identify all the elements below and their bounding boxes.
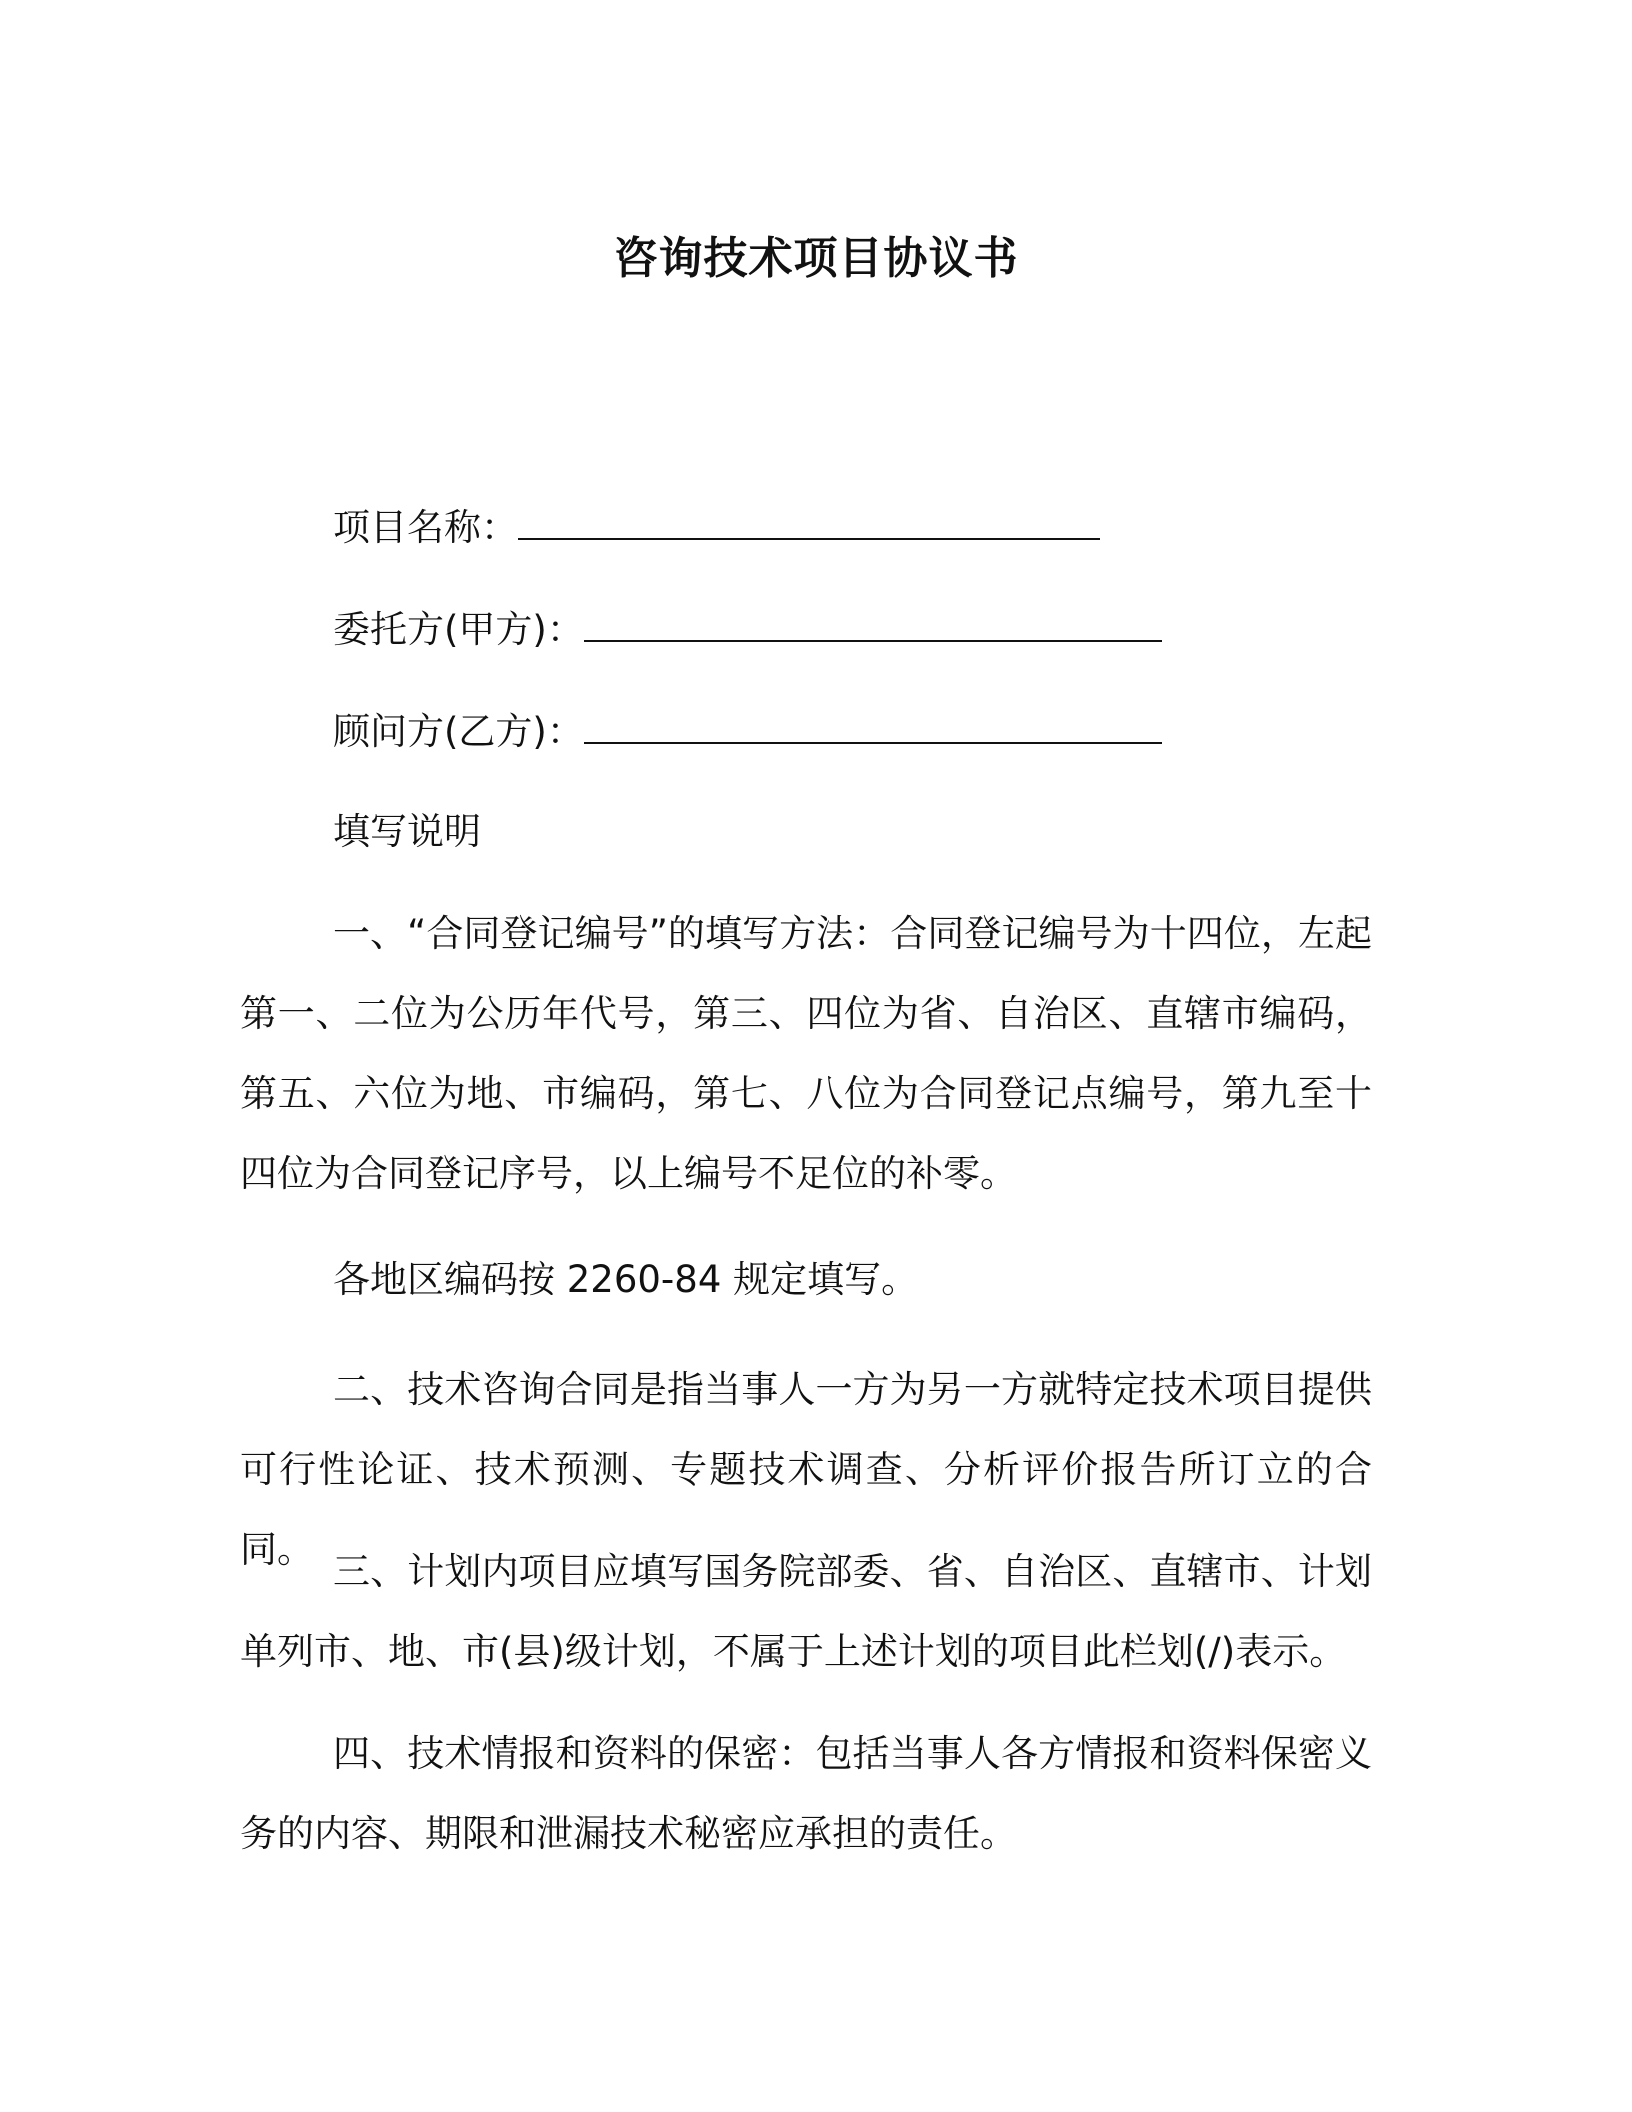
instruction-paragraph-3: 二、技术咨询合同是指当事人一方为另一方就特定技术项目提供可行性论证、技术预测、专题技术调查、分析评价报告所订立的合同。 (240, 1368, 1372, 1571)
instruction-paragraph-1: 一、“合同登记编号”的填写方法：合同登记编号为十四位，左起第一、二位为公历年代号，第三、四位为省、自治区、直辖市编码，第五、六位为地、市编码，第七、八位为合同登记点编号，第九至十四位为合同登记序号，以上编号不足位的补零。 (240, 912, 1372, 1195)
consultant-label: 顾问方(乙方)： (333, 710, 584, 753)
consultant-field (333, 706, 1162, 756)
instruction-paragraph-4: 三、计划内项目应填写国务院部委、省、自治区、直辖市、计划单列市、地、市(县)级计划，不属于上述计划的项目此栏划(/)表示。 (240, 1550, 1372, 1673)
document-title: 咨询技术项目协议书 (613, 233, 1019, 284)
instruction-paragraph-2: 各地区编码按 2260-84 规定填写。 (333, 1258, 919, 1301)
client-blank[interactable] (584, 604, 1162, 642)
project-name-label: 项目名称： (333, 506, 518, 549)
instruction-paragraph-5: 四、技术情报和资料的保密：包括当事人各方情报和资料保密义务的内容、期限和泄漏技术秘密应承担的责任。 (240, 1732, 1372, 1855)
client-label: 委托方(甲方)： (333, 608, 584, 651)
consultant-blank[interactable] (584, 706, 1162, 744)
project-name-field (333, 502, 1100, 552)
project-name-blank[interactable] (518, 502, 1100, 540)
instructions-heading: 填写说明 (333, 810, 481, 853)
client-field (333, 604, 1162, 654)
